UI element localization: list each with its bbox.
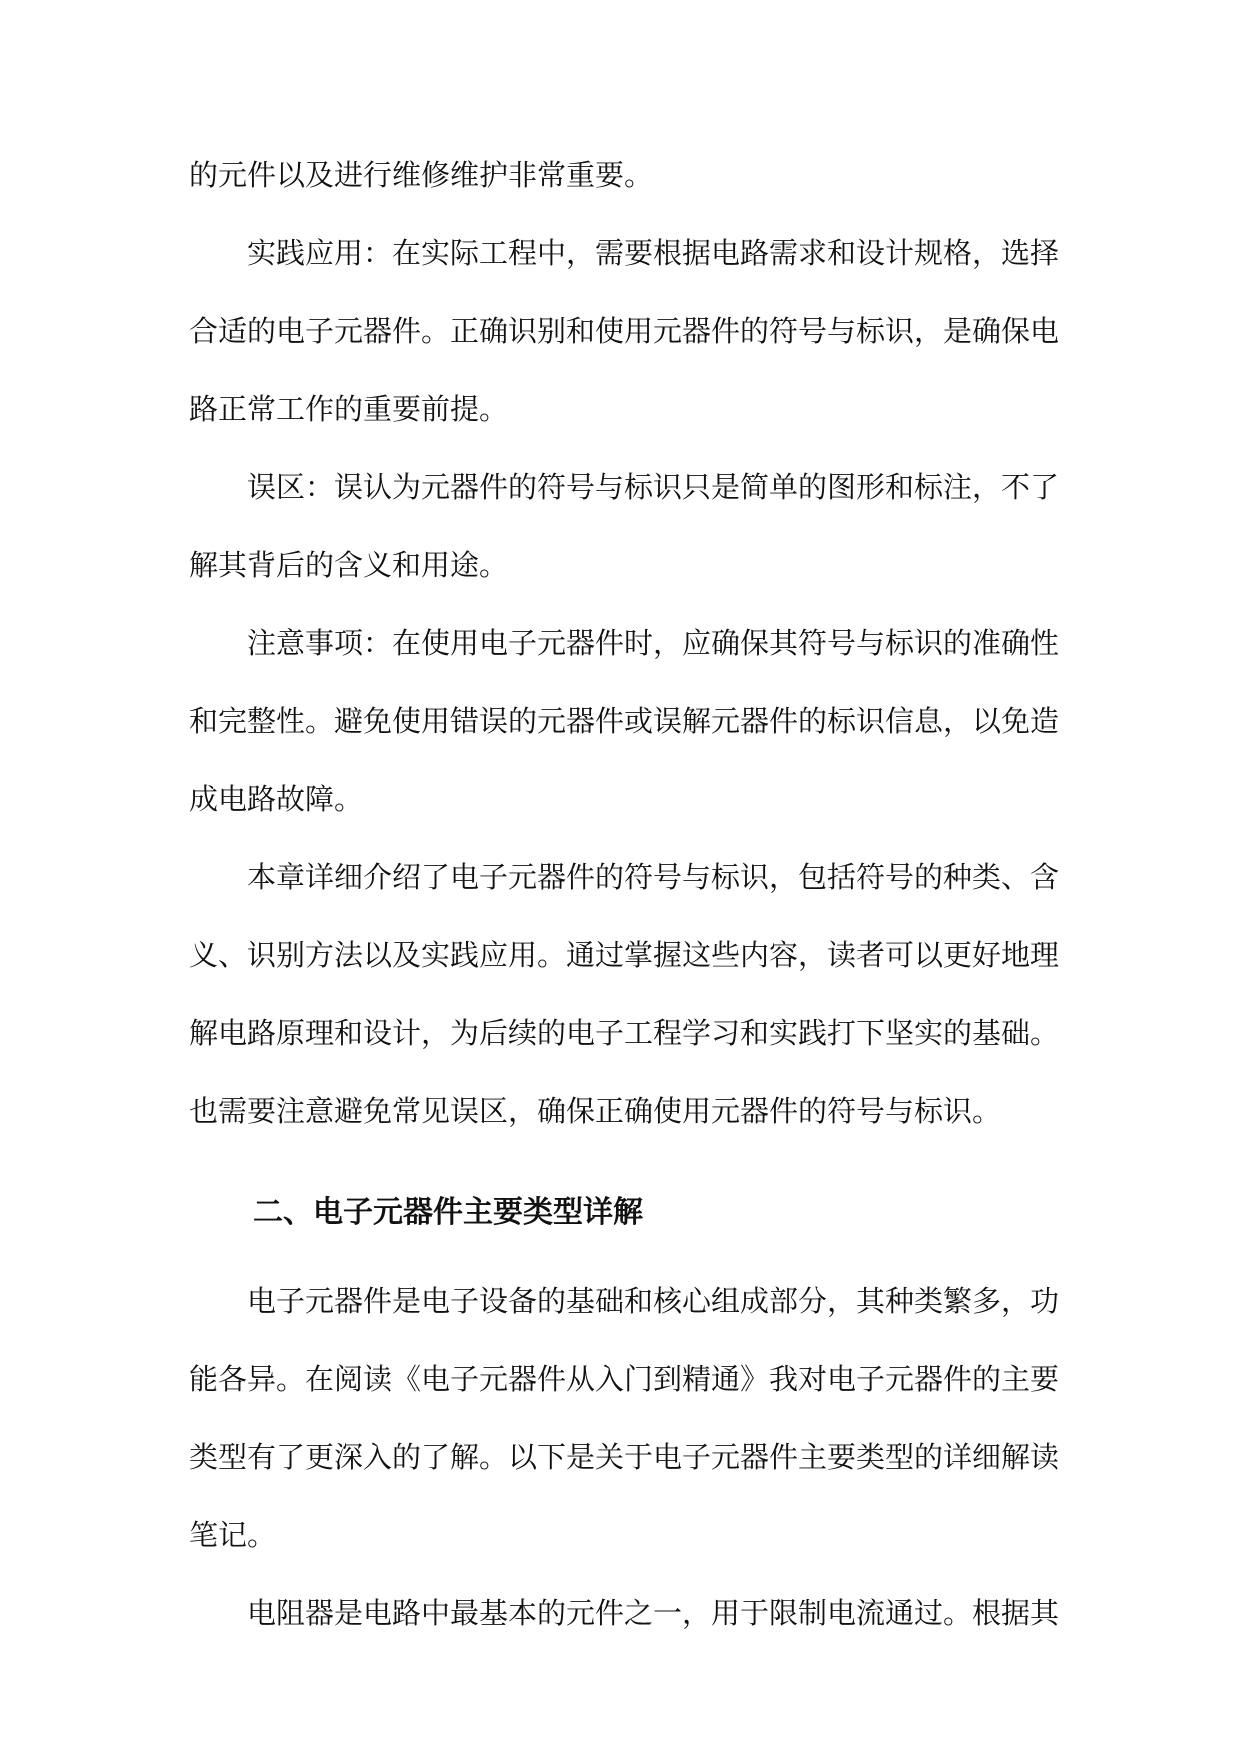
- paragraph-chapter-summary: 本章详细介绍了电子元器件的符号与标识，包括符号的种类、含义、识别方法以及实践应用。通过掌握这些内容，读者可以更好地理解电路原理和设计，为后续的电子工程学习和实践打下坚实的基础。也需要注意避免常见误区，确保正确使用元器件的符号与标识。: [189, 860, 1060, 1128]
- paragraph-precautions: 注意事项：在使用电子元器件时，应确保其符号与标识的准确性和完整性。避免使用错误的元器件或误解元器件的标识信息，以免造成电路故障。: [189, 626, 1060, 816]
- paragraph-continuation: 的元件以及进行维修维护非常重要。: [189, 158, 654, 192]
- section-heading: 二、电子元器件主要类型详解: [253, 1195, 643, 1230]
- paragraph-practical-application: 实践应用：在实际工程中，需要根据电路需求和设计规格，选择合适的电子元器件。正确识别和使用元器件的符号与标识，是确保电路正常工作的重要前提。: [189, 236, 1060, 426]
- paragraph-misconception: 误区：误认为元器件的符号与标识只是简单的图形和标注，不了解其背后的含义和用途。: [189, 470, 1060, 582]
- paragraph-section-intro: 电子元器件是电子设备的基础和核心组成部分，其种类繁多，功能各异。在阅读《电子元器件从入门到精通》我对电子元器件的主要类型有了更深入的了解。以下是关于电子元器件主要类型的详细解读笔记。: [189, 1284, 1060, 1552]
- paragraph-resistor: 电阻器是电路中最基本的元件之一，用于限制电流通过。根据其: [247, 1596, 1060, 1630]
- document-body: [189, 136, 1059, 1652]
